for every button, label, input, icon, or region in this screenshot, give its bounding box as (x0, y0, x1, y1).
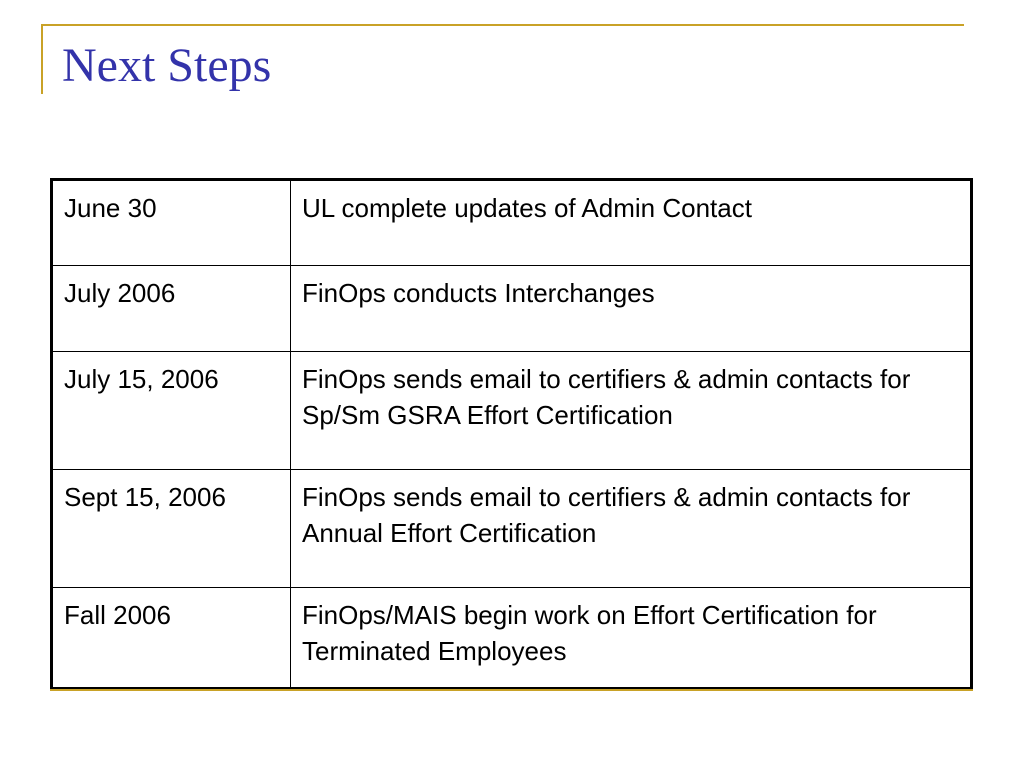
accent-line-horizontal (41, 24, 964, 26)
accent-line-vertical (41, 24, 43, 94)
accent-line-bottom (50, 689, 973, 691)
page-title: Next Steps (62, 39, 272, 92)
step-date: Fall 2006 (52, 588, 291, 689)
step-date: June 30 (52, 180, 291, 266)
next-steps-table (50, 178, 973, 690)
table-row (52, 588, 972, 689)
step-description: FinOps sends email to certifiers & admin contacts for Annual Effort Certification (291, 470, 972, 588)
step-description: FinOps sends email to certifiers & admin contacts for Sp/Sm GSRA Effort Certification (291, 352, 972, 470)
table-row (52, 180, 972, 266)
table-row (52, 470, 972, 588)
step-description: FinOps conducts Interchanges (291, 266, 972, 352)
step-date: July 15, 2006 (52, 352, 291, 470)
table-row (52, 352, 972, 470)
step-date: July 2006 (52, 266, 291, 352)
step-description: UL complete updates of Admin Contact (291, 180, 972, 266)
table-row (52, 266, 972, 352)
step-description: FinOps/MAIS begin work on Effort Certification for Terminated Employees (291, 588, 972, 689)
step-date: Sept 15, 2006 (52, 470, 291, 588)
